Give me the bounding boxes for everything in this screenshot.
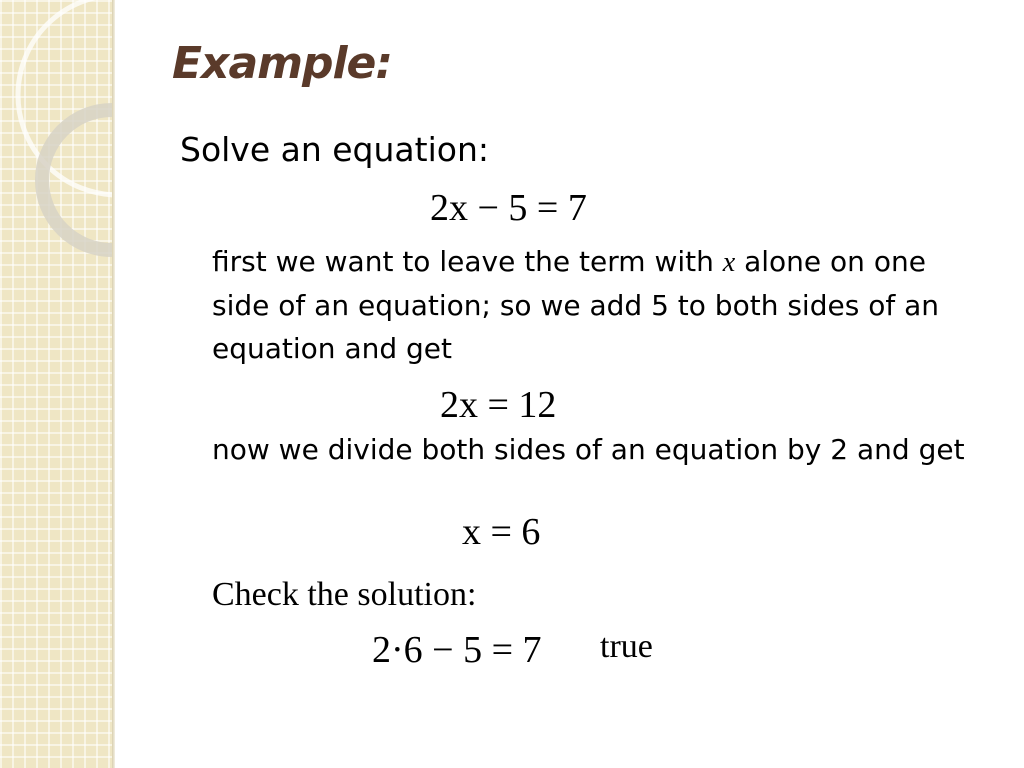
decorative-ring-small (42, 110, 112, 250)
equation-original: 2x − 5 = 7 (430, 187, 587, 229)
equation-after-adding: 2x = 12 (440, 384, 557, 426)
decorative-ring-large (18, 0, 112, 195)
slide-title: Example: (172, 38, 392, 89)
decorative-side-panel (0, 0, 112, 768)
decorative-rings (0, 0, 112, 768)
slide-subtitle: Solve an equation: (180, 130, 489, 169)
check-equation: 2·6 − 5 = 7 (372, 629, 542, 671)
side-panel-edge (112, 0, 115, 768)
check-verdict: true (600, 628, 653, 665)
check-label: Check the solution: (212, 576, 477, 613)
variable-x: x (722, 247, 736, 278)
equation-solution: x = 6 (462, 511, 541, 553)
explanation-step-2: now we divide both sides of an equation by 2 and get (212, 433, 965, 466)
explanation-step-1-text-b: alone on one side of an equation; so we add 5 to both sides of an equation and get (212, 245, 939, 365)
explanation-step-1-text-a: first we want to leave the term with (212, 245, 723, 278)
explanation-step-1 (212, 240, 992, 370)
